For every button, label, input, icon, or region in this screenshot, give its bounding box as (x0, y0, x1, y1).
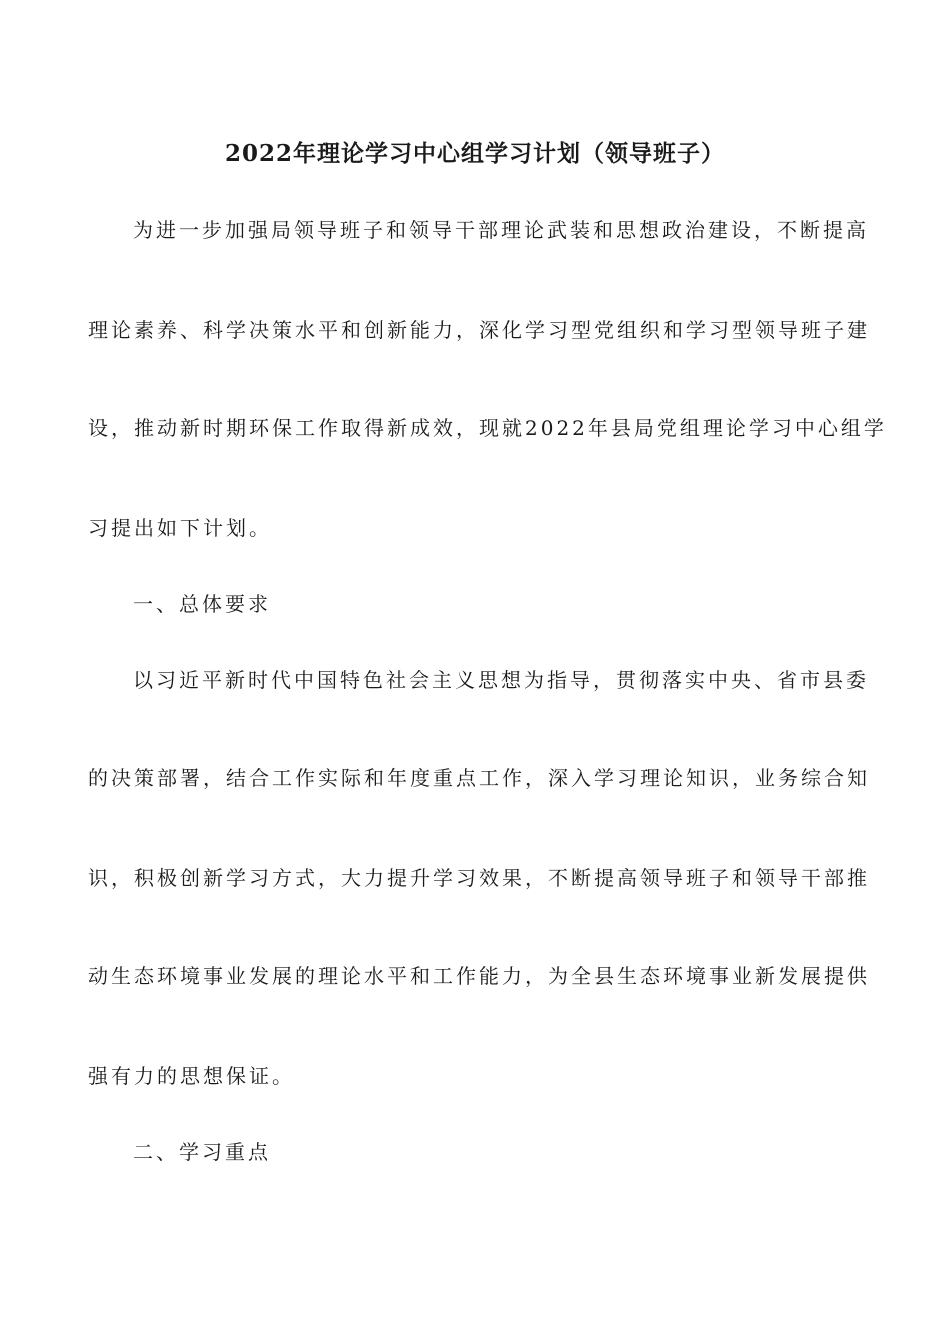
section-1-line-1: 以习近平新时代中国特色社会主义思想为指导，贯彻落实中央、省市县委 (133, 668, 869, 692)
intro-line-2: 理论素养、科学决策水平和创新能力，深化学习型党组织和学习型领导班子建 (88, 318, 870, 342)
section-1-line-3: 识，积极创新学习方式，大力提升学习效果，不断提高领导班子和领导干部推 (88, 866, 870, 890)
document-title: 2022年理论学习中心组学习计划（领导班子） (224, 140, 725, 167)
section-1-line-5: 强有力的思想保证。 (88, 1064, 295, 1088)
section-2-heading: 二、学习重点 (133, 1140, 271, 1164)
intro-line-4: 习提出如下计划。 (88, 516, 272, 540)
intro-line-3: 设，推动新时期环保工作取得新成效，现就2022年县局党组理论学习中心组学 (88, 416, 887, 440)
section-1-line-4: 动生态环境事业发展的理论水平和工作能力，为全县生态环境事业新发展提供 (88, 964, 870, 988)
section-1-heading: 一、总体要求 (133, 592, 271, 616)
section-1-line-2: 的决策部署，结合工作实际和年度重点工作，深入学习理论知识，业务综合知 (88, 766, 870, 790)
intro-line-1: 为进一步加强局领导班子和领导干部理论武装和思想政治建设，不断提高 (133, 218, 869, 242)
